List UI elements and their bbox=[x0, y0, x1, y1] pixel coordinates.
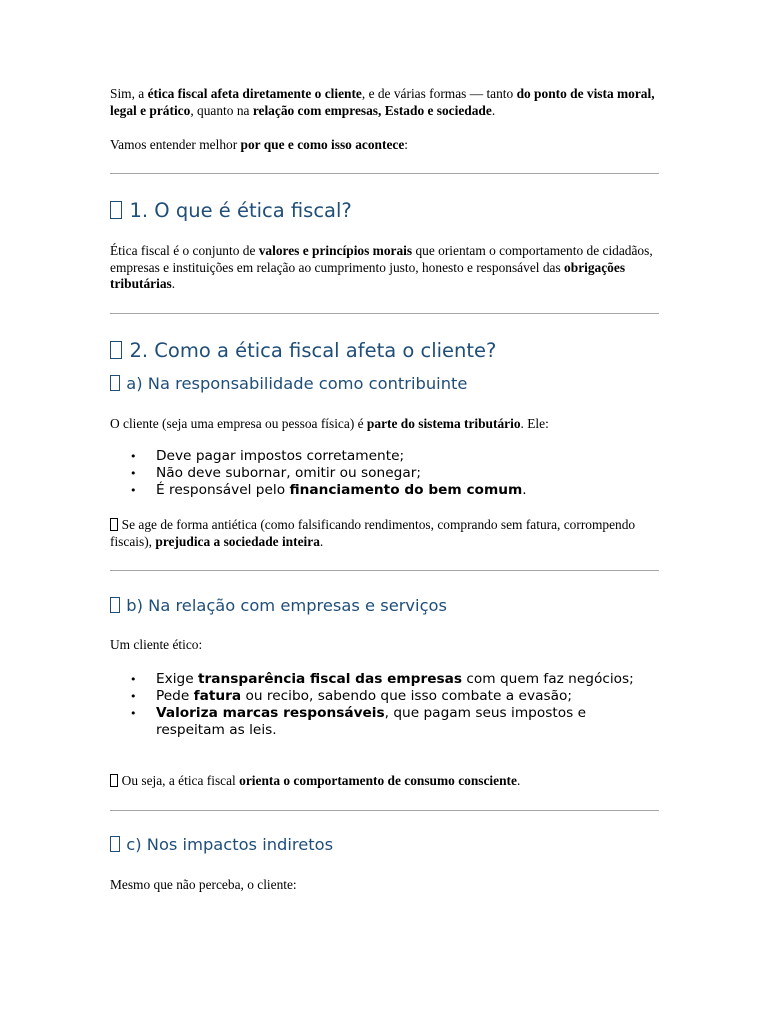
text-run: Ou seja, a ética fiscal bbox=[118, 773, 240, 788]
missing-glyph-icon bbox=[110, 597, 120, 612]
list-item bbox=[110, 448, 659, 465]
subsection-c-heading bbox=[110, 835, 659, 854]
subsection-c-intro: Mesmo que não perceba, o cliente: bbox=[110, 877, 297, 892]
subsection-b-note bbox=[110, 773, 659, 790]
intro-paragraph bbox=[110, 86, 659, 119]
text-run: : bbox=[404, 137, 409, 152]
text-run: . bbox=[319, 533, 324, 549]
bullet: • bbox=[130, 484, 137, 497]
bold-run: ética fiscal afeta diretamente o cliente bbox=[147, 86, 362, 101]
bold-run: valores e princípios morais bbox=[258, 243, 413, 258]
bold-run: Valoriza marcas responsáveis bbox=[156, 705, 385, 721]
text-run: O cliente (seja uma empresa ou pessoa física) é bbox=[110, 416, 367, 431]
bold-run: relação com empresas, Estado e sociedade bbox=[252, 102, 492, 118]
bold-run: prejudica a sociedade inteira bbox=[155, 533, 320, 549]
missing-glyph-icon bbox=[110, 375, 120, 390]
bullet: • bbox=[130, 467, 137, 480]
bold-run: fatura bbox=[193, 688, 242, 704]
bold-run: obrigações tributárias bbox=[110, 259, 626, 291]
section-2-title: 2. Como a ética fiscal afeta o cliente? bbox=[129, 339, 497, 362]
bullet: • bbox=[130, 450, 137, 463]
bullet: • bbox=[130, 673, 137, 686]
text-run: . bbox=[522, 482, 527, 498]
text-run: , que pagam seus impostos e respeitam as leis. bbox=[156, 705, 587, 738]
text-run: Vamos entender melhor bbox=[110, 137, 241, 152]
bullet: • bbox=[130, 690, 137, 703]
text-run: Se age de forma antiética (como falsificando rendimentos, comprando sem fatura, corrompendo fiscais), bbox=[110, 517, 636, 549]
missing-glyph-icon bbox=[110, 201, 122, 220]
missing-glyph-icon bbox=[110, 836, 120, 851]
section-2-heading bbox=[110, 339, 659, 362]
list-item bbox=[110, 688, 659, 705]
list-item bbox=[110, 482, 659, 499]
bold-run: parte do sistema tributário bbox=[366, 416, 521, 431]
subsection-a-paragraph bbox=[110, 416, 659, 433]
bold-run: financiamento do bem comum bbox=[289, 482, 523, 498]
text-run: que orientam o comportamento de cidadãos, empresas e instituições em relação ao cumprimento justo, honesto e responsável das bbox=[110, 243, 653, 275]
bold-run: por que e como isso acontece bbox=[240, 137, 405, 152]
list-item-text: Deve pagar impostos corretamente; bbox=[156, 448, 405, 464]
text-run: , e de várias formas — tanto bbox=[361, 86, 517, 101]
intro-paragraph-2 bbox=[110, 137, 659, 154]
subsection-a-list bbox=[110, 448, 659, 499]
section-1-heading bbox=[110, 199, 659, 222]
list-item-text: Não deve subornar, omitir ou sonegar; bbox=[156, 465, 421, 481]
horizontal-rule bbox=[110, 570, 659, 571]
subsection-b-list bbox=[110, 671, 659, 739]
horizontal-rule bbox=[110, 810, 659, 811]
text-run: ou recibo, sabendo que isso combate a evasão; bbox=[241, 688, 572, 704]
text-run: . Ele: bbox=[520, 416, 549, 431]
text-run: Sim, a bbox=[110, 86, 148, 101]
horizontal-rule bbox=[110, 173, 659, 174]
list-item bbox=[110, 465, 659, 482]
bullet: • bbox=[130, 707, 137, 720]
missing-glyph-icon bbox=[110, 341, 122, 360]
text-run: Exige bbox=[156, 671, 199, 687]
subsection-a-heading bbox=[110, 374, 659, 393]
list-item bbox=[110, 671, 659, 688]
text-run: , quanto na bbox=[190, 102, 253, 118]
text-run: É responsável pelo bbox=[156, 482, 290, 498]
text-run: . bbox=[516, 773, 521, 788]
subsection-a-note bbox=[110, 517, 659, 550]
section-1-title: 1. O que é ética fiscal? bbox=[129, 199, 352, 222]
text-run: Pede bbox=[156, 688, 194, 704]
subsection-b-title: b) Na relação com empresas e serviços bbox=[126, 596, 447, 615]
bold-run: orienta o comportamento de consumo consciente bbox=[239, 773, 517, 788]
text-run: com quem faz negócios; bbox=[462, 671, 634, 687]
subsection-c-title: c) Nos impactos indiretos bbox=[126, 835, 334, 854]
subsection-b-heading bbox=[110, 596, 659, 615]
text-run: . bbox=[171, 276, 176, 291]
subsection-a-title: a) Na responsabilidade como contribuinte bbox=[126, 374, 468, 393]
text-run: . bbox=[491, 102, 496, 118]
text-run: Ética fiscal é o conjunto de bbox=[110, 243, 259, 258]
bold-run: transparência fiscal das empresas bbox=[198, 671, 463, 687]
bold-run: do ponto de vista moral, legal e prático bbox=[110, 86, 655, 118]
section-1-paragraph bbox=[110, 243, 659, 293]
list-item bbox=[110, 705, 659, 739]
horizontal-rule bbox=[110, 313, 659, 314]
subsection-b-intro: Um cliente ético: bbox=[110, 637, 203, 652]
